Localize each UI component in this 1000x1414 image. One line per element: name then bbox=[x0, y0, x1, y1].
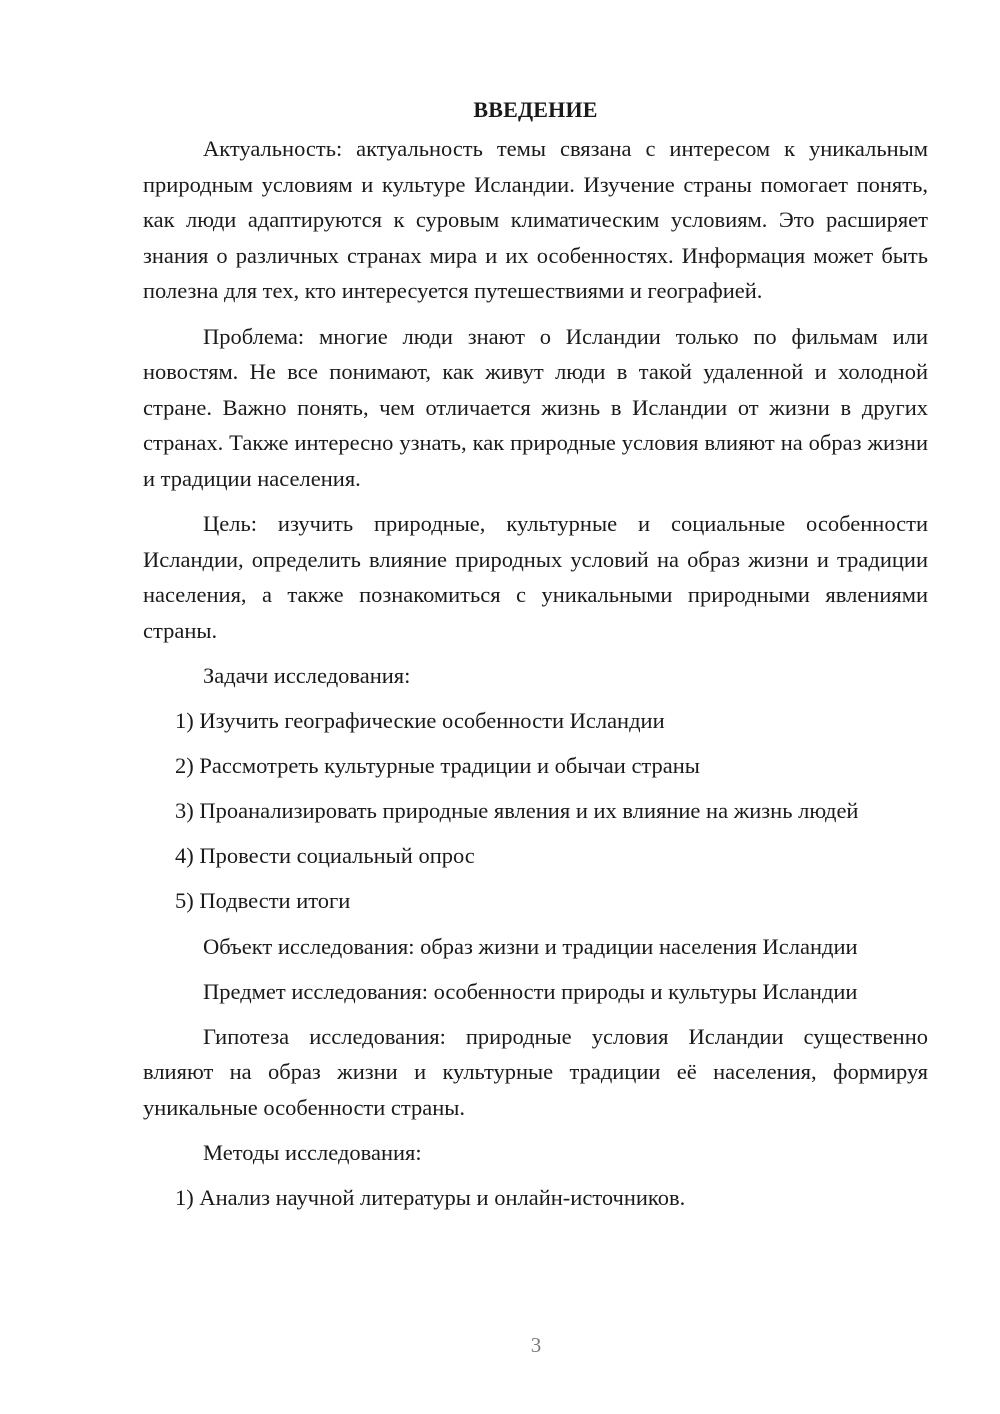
task-item: 3) Проанализировать природные явления и их влияние на жизнь людей bbox=[175, 798, 859, 824]
method-item: 1) Анализ научной литературы и онлайн-источников. bbox=[175, 1185, 686, 1211]
relevance-paragraph: Актуальность: актуальность темы связана с интересом к уникальным природным условиям и культуре Исландии. Изучение страны помогает понять, как люди адаптируются к суровым климатическим условиям. Это расширяет знания о различных странах мира и их особенностях. Информация может быть полезна для тех, кто интересуется путешествиями и географией. bbox=[143, 136, 928, 303]
task-item: 5) Подвести итоги bbox=[175, 888, 351, 914]
research-subject: Предмет исследования: особенности природы и культуры Исландии bbox=[203, 978, 858, 1004]
tasks-heading: Задачи исследования: bbox=[203, 663, 411, 688]
page-content bbox=[143, 92, 928, 1225]
page-number: 3 bbox=[530, 1333, 542, 1357]
task-item: 4) Провести социальный опрос bbox=[175, 843, 475, 869]
methods-heading: Методы исследования: bbox=[203, 1140, 422, 1166]
task-item: 2) Рассмотреть культурные традиции и обычаи страны bbox=[175, 753, 700, 779]
problem-paragraph: Проблема: многие люди знают о Исландии только по фильмам или новостям. Не все понимают, как живут люди в такой удаленной и холодной стране. Важно понять, чем отличается жизнь в Исландии от жизни в других странах. Также интересно узнать, как природные условия влияют на образ жизни и традиции населения. bbox=[143, 323, 928, 491]
section-heading: ВВЕДЕНИЕ bbox=[473, 97, 598, 122]
task-item: 1) Изучить географические особенности Исландии bbox=[175, 708, 665, 734]
goal-paragraph: Цель: изучить природные, культурные и социальные особенности Исландии, определить влияние природных условий на образ жизни и традиции населения, а также познакомиться с уникальными природными явлениями страны. bbox=[143, 511, 928, 643]
research-object: Объект исследования: образ жизни и традиции населения Исландии bbox=[203, 933, 858, 959]
hypothesis-paragraph: Гипотеза исследования: природные условия Исландии существенно влияют на образ жизни и культурные традиции её населения, формируя уникальные особенности страны. bbox=[143, 1023, 928, 1120]
